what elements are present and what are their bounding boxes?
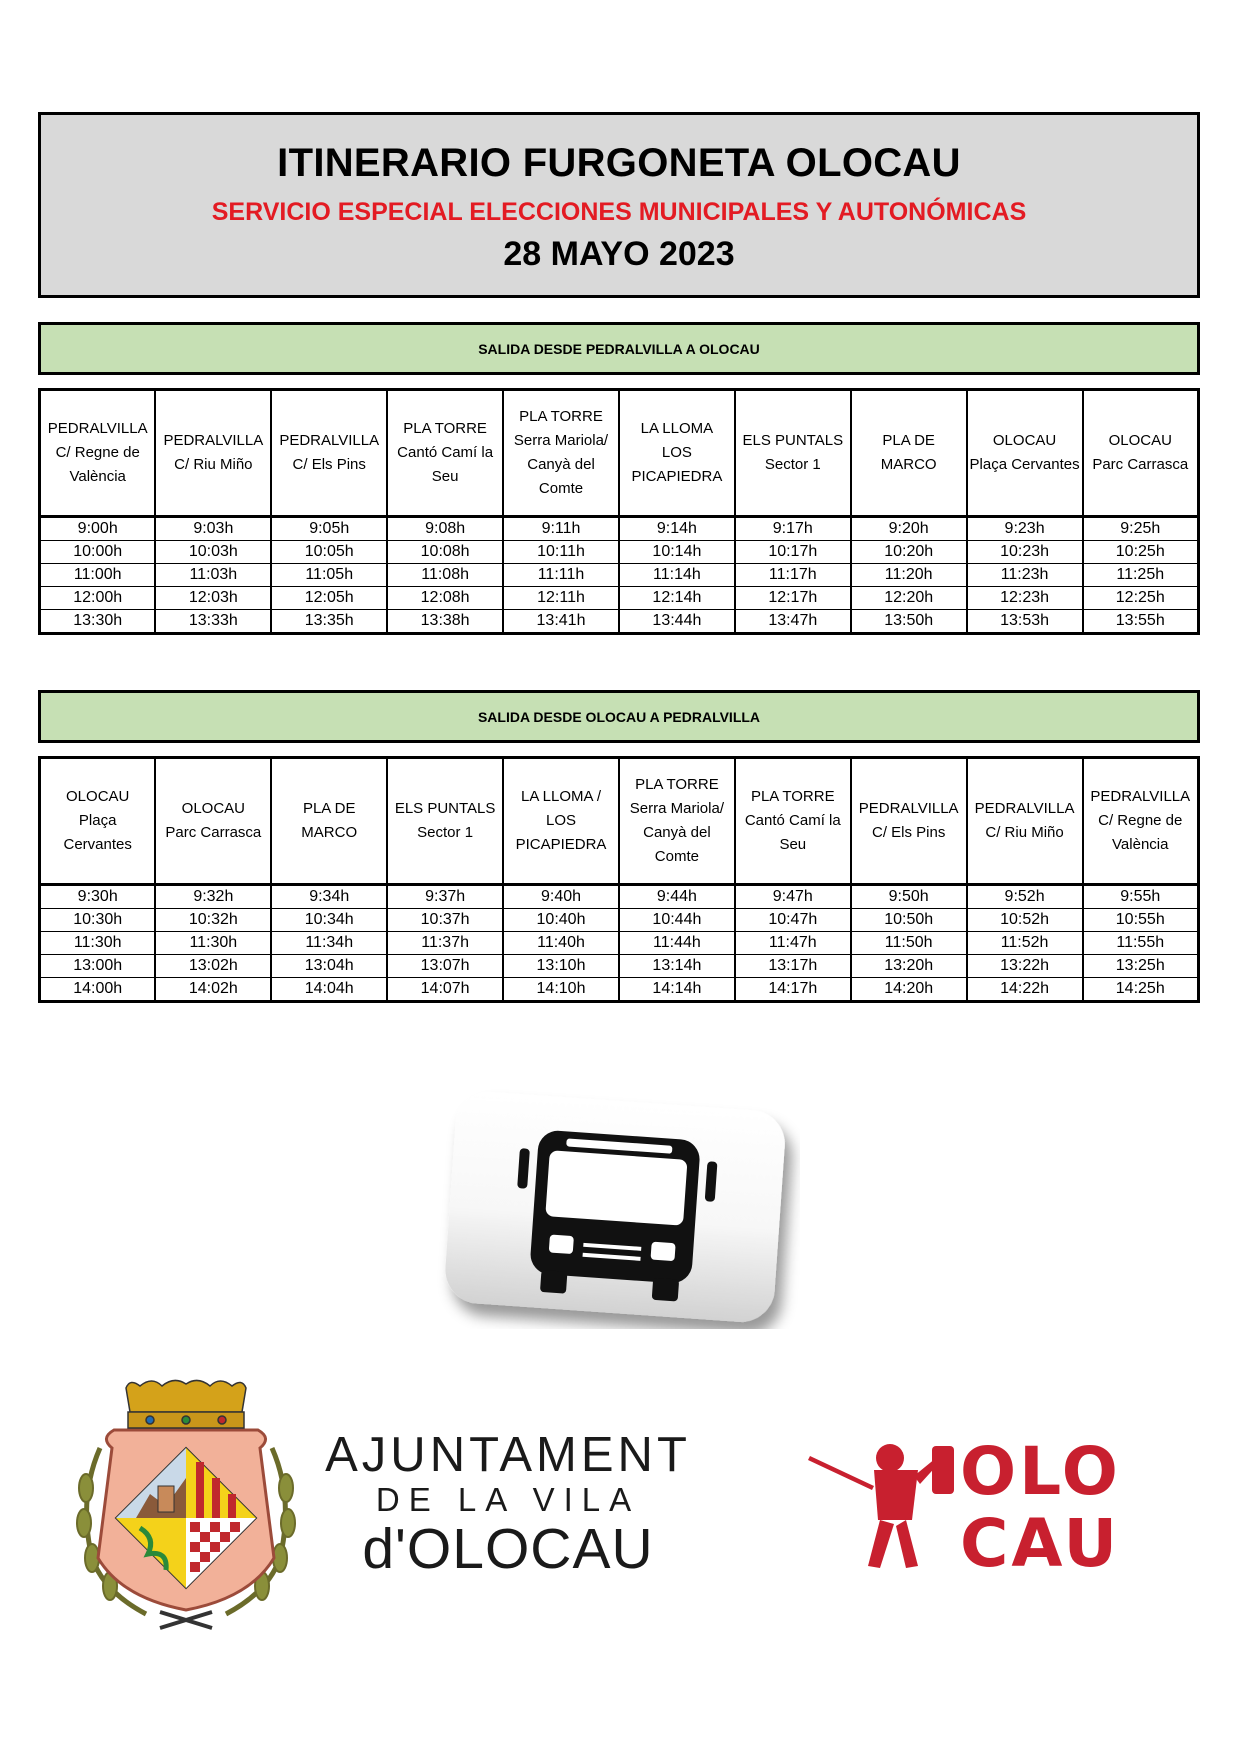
departure-time: 14:22h <box>967 978 1083 1002</box>
stop-header <box>387 390 503 517</box>
departure-time: 9:40h <box>503 885 619 909</box>
stop-name-line: C/ Riu Miño <box>985 824 1064 841</box>
departure-time: 11:34h <box>271 932 387 955</box>
departure-time: 11:23h <box>967 564 1083 587</box>
stop-header <box>387 758 503 885</box>
departure-time: 9:44h <box>619 885 735 909</box>
departure-time: 12:17h <box>735 587 851 610</box>
departure-time: 10:00h <box>40 541 156 564</box>
stop-name-line: LA LLOMA / <box>520 788 602 805</box>
departure-time: 14:02h <box>155 978 271 1002</box>
stop-name-line: Plaça Cervantes <box>969 456 1080 473</box>
stop-header <box>619 758 735 885</box>
departure-time: 9:00h <box>40 517 156 541</box>
departure-time: 10:25h <box>1083 541 1199 564</box>
stop-header <box>155 390 271 517</box>
departure-time: 12:00h <box>40 587 156 610</box>
departure-time: 9:52h <box>967 885 1083 909</box>
stop-name-line: Comte <box>538 480 584 497</box>
stop-name-line: C/ Els Pins <box>872 824 946 841</box>
ajuntament-logo <box>318 1428 698 1580</box>
departure-time: 9:08h <box>387 517 503 541</box>
departure-time: 13:22h <box>967 955 1083 978</box>
departure-time: 11:00h <box>40 564 156 587</box>
stop-name-line: València <box>69 468 126 485</box>
departure-time: 12:05h <box>271 587 387 610</box>
departure-time: 11:03h <box>155 564 271 587</box>
departure-time: 10:30h <box>40 909 156 932</box>
departure-time: 11:08h <box>387 564 503 587</box>
departure-time: 12:11h <box>503 587 619 610</box>
table-row <box>40 517 1199 541</box>
stop-name-line: PEDRALVILLA <box>858 800 959 817</box>
departure-time: 11:20h <box>851 564 967 587</box>
ajuntament-line3: d'OLOCAU <box>362 1517 654 1581</box>
departure-time: 14:10h <box>503 978 619 1002</box>
stop-name-line: PLA TORRE <box>519 408 603 425</box>
stop-name-line: Cantó Camí la <box>397 444 494 461</box>
departure-time: 11:30h <box>40 932 156 955</box>
stop-name-line: Plaça <box>78 812 117 829</box>
departure-time: 13:20h <box>851 955 967 978</box>
departure-time: 11:30h <box>155 932 271 955</box>
departure-time: 13:14h <box>619 955 735 978</box>
departure-time: 10:55h <box>1083 909 1199 932</box>
page-subtitle: SERVICIO ESPECIAL ELECCIONES MUNICIPALES Y AUTONÓMICAS <box>211 198 1027 226</box>
departure-time: 11:55h <box>1083 932 1199 955</box>
stop-name-line: PLA TORRE <box>635 776 719 793</box>
departure-time: 9:14h <box>619 517 735 541</box>
departure-time: 9:32h <box>155 885 271 909</box>
table-row <box>40 909 1199 932</box>
stop-header <box>851 390 967 517</box>
bus-icon <box>432 1087 800 1329</box>
table-row <box>40 587 1199 610</box>
departure-time: 14:00h <box>40 978 156 1002</box>
stop-name-line: Serra Mariola/ <box>513 432 609 449</box>
departure-time: 13:25h <box>1083 955 1199 978</box>
departure-time: 11:50h <box>851 932 967 955</box>
departure-time: 14:25h <box>1083 978 1199 1002</box>
ajuntament-line2: DE LA VILA <box>375 1481 641 1518</box>
stop-name-line: C/ Regne de <box>55 444 140 461</box>
ajuntament-line1: AJUNTAMENT <box>325 1428 691 1482</box>
stop-name-line: PEDRALVILLA <box>47 420 148 437</box>
departure-time: 12:14h <box>619 587 735 610</box>
stop-header <box>735 390 851 517</box>
departure-time: 14:20h <box>851 978 967 1002</box>
stop-name-line: MARCO <box>301 824 358 841</box>
departure-time: 9:23h <box>967 517 1083 541</box>
coat-of-arms-icon <box>70 1378 302 1634</box>
departure-time: 10:11h <box>503 541 619 564</box>
stop-name-line: OLOCAU <box>66 788 130 805</box>
stop-name-line: LA LLOMA <box>640 420 714 437</box>
departure-time: 9:47h <box>735 885 851 909</box>
departure-time: 9:37h <box>387 885 503 909</box>
stop-name-line: C/ Riu Miño <box>174 456 253 473</box>
stop-name-line: Comte <box>654 848 699 865</box>
stop-header <box>967 758 1083 885</box>
departure-time: 12:03h <box>155 587 271 610</box>
table-row <box>40 955 1199 978</box>
stop-name-line: LOS <box>546 812 577 829</box>
departure-time: 10:44h <box>619 909 735 932</box>
stop-name-line: PEDRALVILLA <box>279 432 380 449</box>
departure-time: 13:02h <box>155 955 271 978</box>
stop-name-line: C/ Els Pins <box>292 456 366 473</box>
stop-header <box>271 390 387 517</box>
departure-time: 10:50h <box>851 909 967 932</box>
departure-time: 13:04h <box>271 955 387 978</box>
stop-name-line: PLA TORRE <box>403 420 487 437</box>
stop-name-line: Seu <box>431 468 459 485</box>
stop-header <box>735 758 851 885</box>
departure-time: 11:37h <box>387 932 503 955</box>
table-row <box>40 564 1199 587</box>
stop-header <box>967 390 1083 517</box>
departure-time: 9:55h <box>1083 885 1199 909</box>
departure-time: 12:25h <box>1083 587 1199 610</box>
departure-time: 13:07h <box>387 955 503 978</box>
departure-time: 11:40h <box>503 932 619 955</box>
departure-time: 10:23h <box>967 541 1083 564</box>
stop-name-line: Sector 1 <box>764 456 821 473</box>
departure-time: 14:17h <box>735 978 851 1002</box>
departure-time: 9:30h <box>40 885 156 909</box>
stop-name-line: OLOCAU <box>992 432 1057 449</box>
stop-header <box>619 390 735 517</box>
departure-time: 10:34h <box>271 909 387 932</box>
stop-header <box>851 758 967 885</box>
table-row <box>40 885 1199 909</box>
departure-time: 9:50h <box>851 885 967 909</box>
brand-line2: CAU <box>960 1505 1121 1578</box>
departure-time: 14:14h <box>619 978 735 1002</box>
route1-timetable <box>38 388 1200 635</box>
departure-time: 13:00h <box>40 955 156 978</box>
departure-time: 14:07h <box>387 978 503 1002</box>
departure-time: 13:44h <box>619 610 735 634</box>
departure-time: 9:17h <box>735 517 851 541</box>
departure-time: 10:52h <box>967 909 1083 932</box>
stop-header <box>40 758 156 885</box>
stop-name-line: PEDRALVILLA <box>1090 788 1191 805</box>
stop-name-line: PICAPIEDRA <box>631 468 723 485</box>
departure-time: 10:05h <box>271 541 387 564</box>
departure-time: 13:33h <box>155 610 271 634</box>
departure-time: 10:08h <box>387 541 503 564</box>
stop-name-line: PEDRALVILLA <box>974 800 1075 817</box>
departure-time: 12:20h <box>851 587 967 610</box>
stop-name-line: Cervantes <box>63 836 132 853</box>
departure-time: 13:47h <box>735 610 851 634</box>
departure-time: 11:11h <box>503 564 619 587</box>
stop-name-line: PLA DE <box>302 800 356 817</box>
departure-time: 11:14h <box>619 564 735 587</box>
departure-time: 13:38h <box>387 610 503 634</box>
stop-header <box>503 758 619 885</box>
departure-time: 12:23h <box>967 587 1083 610</box>
departure-time: 13:41h <box>503 610 619 634</box>
departure-time: 10:14h <box>619 541 735 564</box>
departure-time: 9:25h <box>1083 517 1199 541</box>
stop-name-line: València <box>1112 836 1169 853</box>
departure-time: 11:44h <box>619 932 735 955</box>
stop-name-line: LOS <box>661 444 692 461</box>
table-row <box>40 978 1199 1002</box>
document-header <box>38 112 1200 298</box>
stop-name-line: Serra Mariola/ <box>629 800 724 817</box>
stop-header <box>1083 758 1199 885</box>
stop-name-line: ELS PUNTALS <box>742 432 844 449</box>
departure-time: 10:17h <box>735 541 851 564</box>
departure-time: 14:04h <box>271 978 387 1002</box>
stop-name-line: PEDRALVILLA <box>163 432 264 449</box>
stop-header <box>1083 390 1199 517</box>
table-row <box>40 610 1199 634</box>
departure-time: 11:25h <box>1083 564 1199 587</box>
stop-name-line: Canyà del <box>527 456 595 473</box>
stop-name-line: PICAPIEDRA <box>515 836 607 853</box>
departure-time: 13:53h <box>967 610 1083 634</box>
stop-header <box>271 758 387 885</box>
departure-time: 13:35h <box>271 610 387 634</box>
departure-time: 13:10h <box>503 955 619 978</box>
stop-name-line: Parc Carrasca <box>165 824 262 841</box>
stop-name-line: Cantó Camí la <box>744 812 841 829</box>
route2-timetable <box>38 756 1200 1003</box>
departure-time: 11:05h <box>271 564 387 587</box>
stop-name-line: Sector 1 <box>417 824 474 841</box>
stop-name-line: MARCO <box>880 456 937 473</box>
service-date: 28 MAYO 2023 <box>503 235 735 273</box>
stop-name-line: Canyà del <box>643 824 711 841</box>
stop-header <box>40 390 156 517</box>
departure-time: 11:17h <box>735 564 851 587</box>
knight-figure-icon <box>808 1444 954 1568</box>
departure-time: 9:03h <box>155 517 271 541</box>
stop-header <box>155 758 271 885</box>
route2-band: SALIDA DESDE OLOCAU A PEDRALVILLA <box>38 690 1200 743</box>
departure-time: 13:30h <box>40 610 156 634</box>
stop-name-line: Seu <box>779 836 807 853</box>
stop-name-line: OLOCAU <box>1108 432 1172 449</box>
departure-time: 10:03h <box>155 541 271 564</box>
departure-time: 10:20h <box>851 541 967 564</box>
stop-name-line: PLA DE <box>882 432 935 449</box>
departure-time: 10:32h <box>155 909 271 932</box>
departure-time: 10:40h <box>503 909 619 932</box>
departure-time: 10:37h <box>387 909 503 932</box>
stop-name-line: C/ Regne de <box>1098 812 1183 829</box>
stop-name-line: ELS PUNTALS <box>394 800 496 817</box>
olocau-brand-logo <box>808 1428 1138 1578</box>
departure-time: 12:08h <box>387 587 503 610</box>
table-row <box>40 932 1199 955</box>
departure-time: 9:34h <box>271 885 387 909</box>
departure-time: 13:50h <box>851 610 967 634</box>
stop-name-line: Parc Carrasca <box>1092 456 1189 473</box>
departure-time: 13:55h <box>1083 610 1199 634</box>
departure-time: 9:11h <box>503 517 619 541</box>
page-title: ITINERARIO FURGONETA OLOCAU <box>277 141 961 185</box>
stop-header <box>503 390 619 517</box>
departure-time: 10:47h <box>735 909 851 932</box>
stop-name-line: OLOCAU <box>181 800 246 817</box>
stop-name-line: PLA TORRE <box>750 788 835 805</box>
brand-line1: OLO <box>960 1433 1121 1510</box>
departure-time: 9:20h <box>851 517 967 541</box>
table-row <box>40 541 1199 564</box>
departure-time: 11:47h <box>735 932 851 955</box>
departure-time: 11:52h <box>967 932 1083 955</box>
departure-time: 13:17h <box>735 955 851 978</box>
route1-band: SALIDA DESDE PEDRALVILLA A OLOCAU <box>38 322 1200 375</box>
departure-time: 9:05h <box>271 517 387 541</box>
